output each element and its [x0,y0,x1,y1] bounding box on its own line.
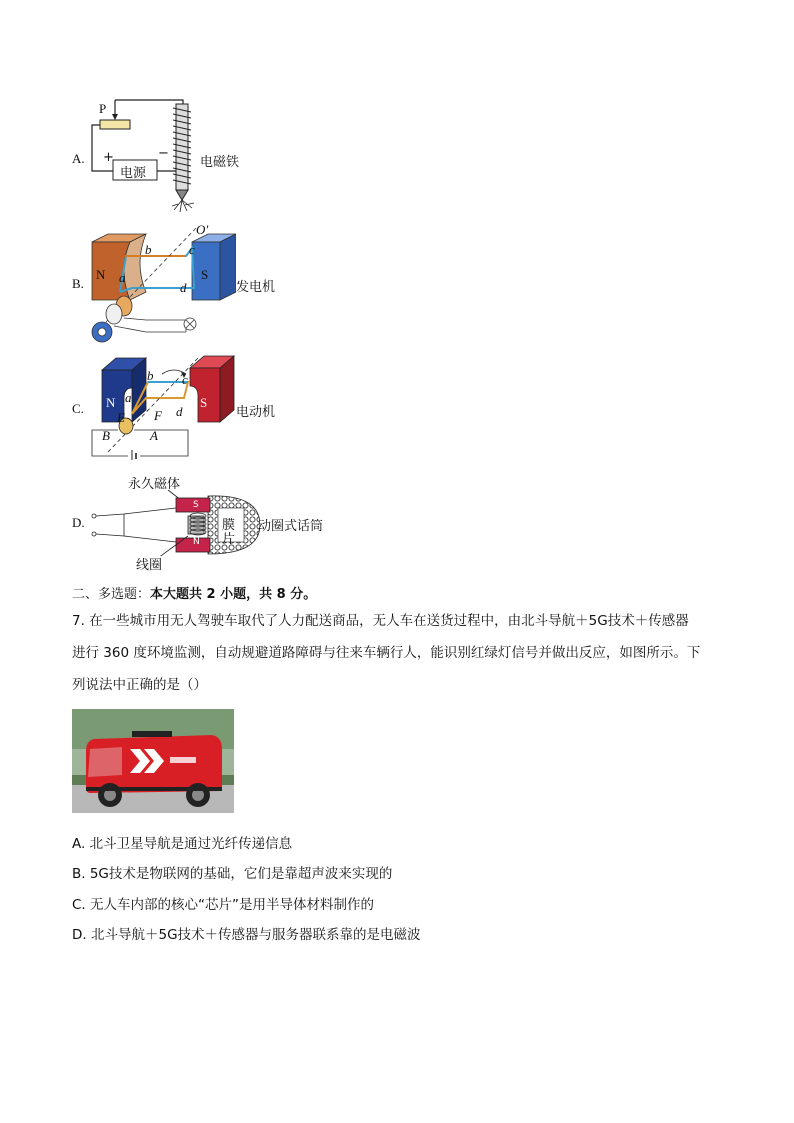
option-a-caption: 电磁铁 [200,155,240,170]
option-c-caption: 电动机 [236,405,276,420]
question-line-1: 7. 在一些城市用无人驾驶车取代了人力配送商品，无人车在送货过程中，由北斗导航＋5G技术＋传感器 [72,613,689,629]
option-d-magnet-label: 永久磁体 [128,477,181,492]
option-a-power-label: 电源 [120,166,147,181]
option-d-letter: D. [72,515,85,530]
choice-b: B. 5G技术是物联网的基础，它们是靠超声波来实现的 [72,866,393,882]
choice-d: D. 北斗导航＋5G技术＋传感器与服务器联系靠的是电磁波 [72,927,421,943]
option-b-label-n: N [96,267,106,282]
option-c-label-e: E [117,410,125,425]
choice-c: C. 无人车内部的核心“芯片”是用半导体材料制作的 [72,897,374,913]
option-a-minus: − [158,146,169,161]
option-a-label-p: P [99,101,107,116]
question-line-3: 列说法中正确的是（） [72,677,207,693]
option-c-label-c: c [182,372,188,387]
section-text: 本大题共 2 小题，共 8 分。 [150,587,317,602]
option-b-label-o: O′ [196,222,209,237]
option-b-label-b: b [145,242,152,257]
option-d-membrane-label-2: 片 [222,532,236,547]
question-line-2: 进行 360 度环境监测，自动规避道路障碍与往来车辆行人，能识别红绿灯信号并做出反应，如图所示。下 [72,645,701,661]
option-b-label-s: S [201,267,209,282]
section-heading [72,583,316,602]
option-d-caption: 动圈式话筒 [258,519,324,534]
section-prefix: 二、多选题： [72,587,151,602]
option-a-letter: A. [72,151,85,166]
delivery-vehicle-photo [72,709,234,813]
option-c-label-a: a [125,390,132,405]
option-c-label-s: S [200,395,208,410]
option-b-caption: 发电机 [236,280,276,295]
option-d-coil-label: 线圈 [136,558,163,573]
option-c-label-big-b: B [102,428,110,443]
option-c-label-n: N [106,395,116,410]
option-d-s-label: S [193,500,199,510]
option-d-membrane-label-1: 膜 [222,518,236,533]
option-b-label-c: c [189,242,195,257]
option-b-letter: B. [72,276,84,291]
choice-a: A. 北斗卫星导航是通过光纤传递信息 [72,836,293,852]
option-b-label-d: d [180,280,187,295]
generator-diagram [86,222,236,350]
option-c-label-d: d [176,404,183,419]
option-b-label-a: a [119,270,126,285]
option-d-n-label: N [193,537,200,547]
option-c-letter: C. [72,401,84,416]
option-a-plus: + [103,150,114,165]
option-c-label-f: F [154,408,162,423]
option-c-label-b: b [147,368,154,383]
option-c-label-big-a: A [150,428,158,443]
